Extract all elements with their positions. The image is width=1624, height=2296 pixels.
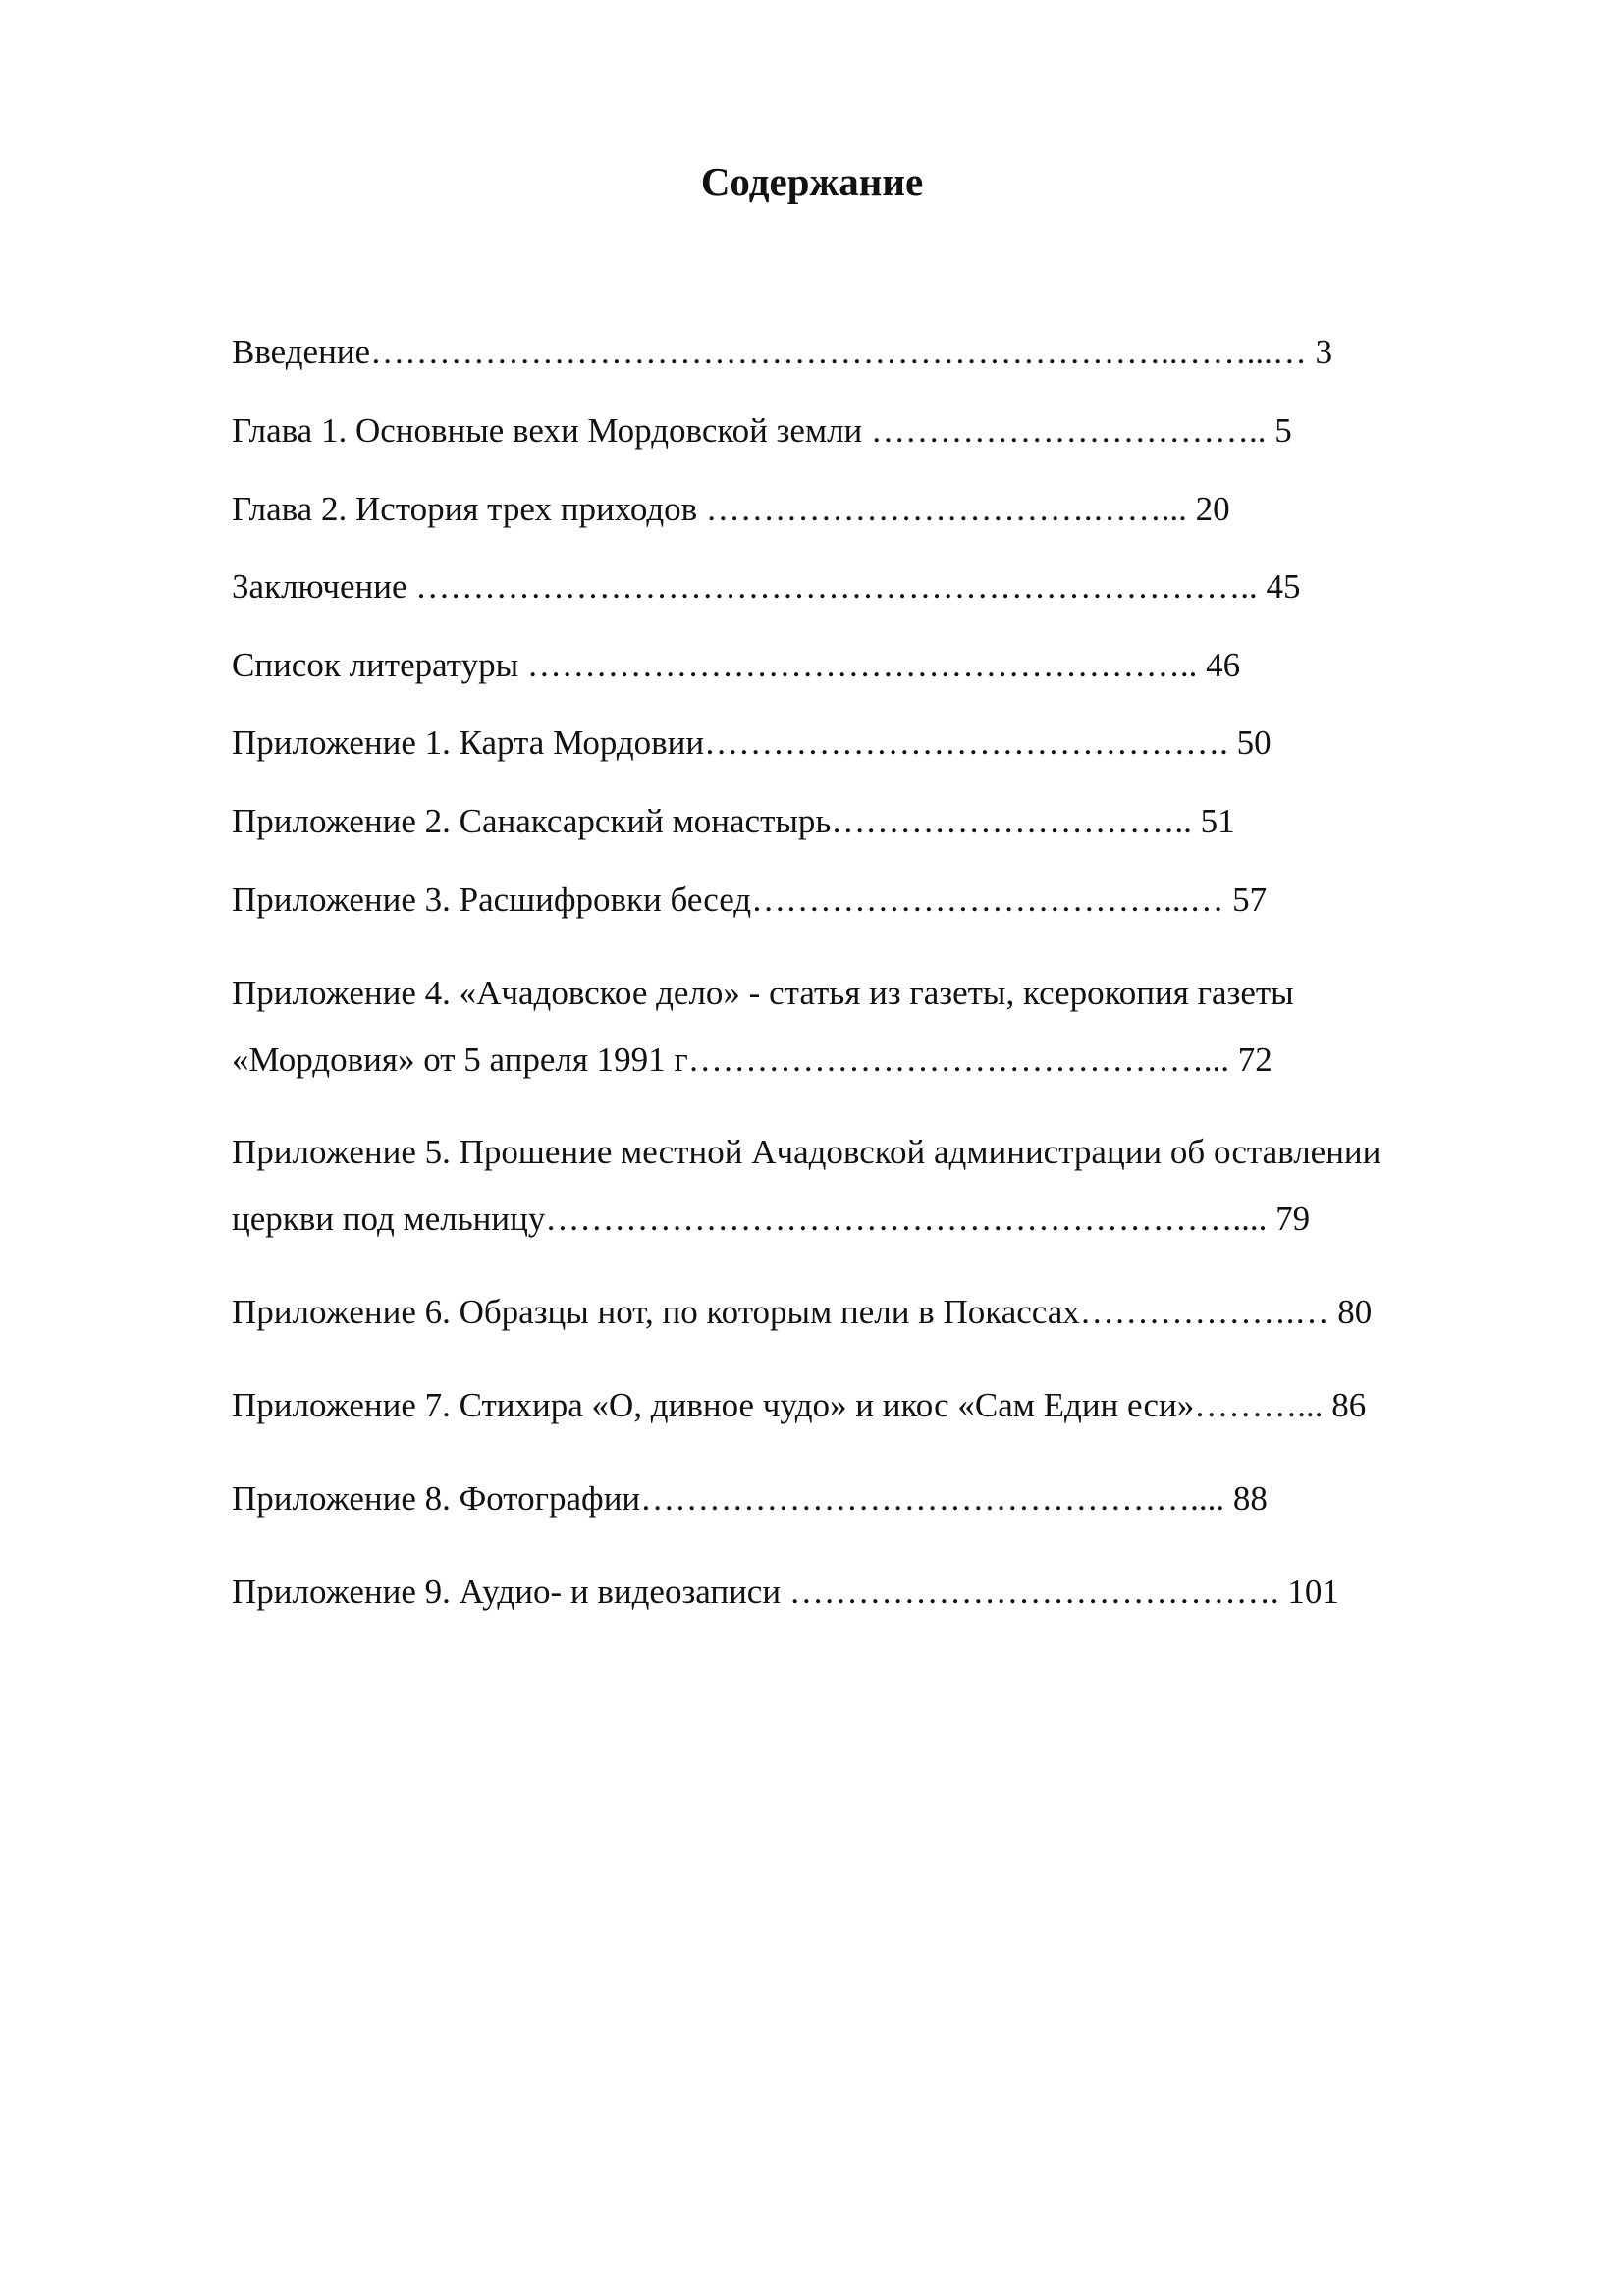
toc-entry-appendix-1: Приложение 1. Карта Мордовии………………………………………. 50	[232, 723, 1272, 762]
toc-entry-appendix-9: Приложение 9. Аудио- и видеозаписи ……………………………………. 101	[232, 1573, 1339, 1611]
toc-entry-appendix-4-line-1: Приложение 4. «Ачадовское дело» - статья из газеты, ксерокопия газеты	[232, 974, 1294, 1012]
toc-entry-appendix-8: Приложение 8. Фотографии………………………………………….... 88	[232, 1479, 1268, 1518]
toc-entry-appendix-4-line-2: «Мордовия» от 5 апреля 1991 г………………………………………... 72	[232, 1041, 1272, 1079]
toc-entry-appendix-7: Приложение 7. Стихира «О, дивное чудо» и икос «Сам Един еси»………... 86	[232, 1386, 1367, 1424]
toc-entry-conclusion: Заключение ……………………………………………………………….. 45	[232, 567, 1301, 606]
toc-entry-appendix-6: Приложение 6. Образцы нот, по которым пели в Покассах……………….… 80	[232, 1293, 1373, 1331]
toc-entry-introduction: Введение……………………………………………………………..……...… 3	[232, 333, 1333, 371]
toc-entry-appendix-5-line-1: Приложение 5. Прошение местной Ачадовской администрации об оставлении	[232, 1133, 1381, 1171]
toc-entry-appendix-3: Приложение 3. Расшифровки бесед………………………………...… 57	[232, 881, 1268, 919]
toc-entry-appendix-2: Приложение 2. Санаксарский монастырь………………………….. 51	[232, 802, 1235, 840]
page-title: Содержание	[700, 159, 924, 204]
toc-entry-chapter-1: Глава 1. Основные вехи Мордовской земли …………………………….. 5	[232, 411, 1292, 450]
toc-entry-bibliography: Список литературы ………………………………………………….. 46	[232, 646, 1241, 684]
toc-entry-appendix-5-line-2: церкви под мельницу…………………………………………………….... 79	[232, 1200, 1311, 1238]
toc-entry-chapter-2: Глава 2. История трех приходов …………………………….……... 20	[232, 490, 1230, 528]
